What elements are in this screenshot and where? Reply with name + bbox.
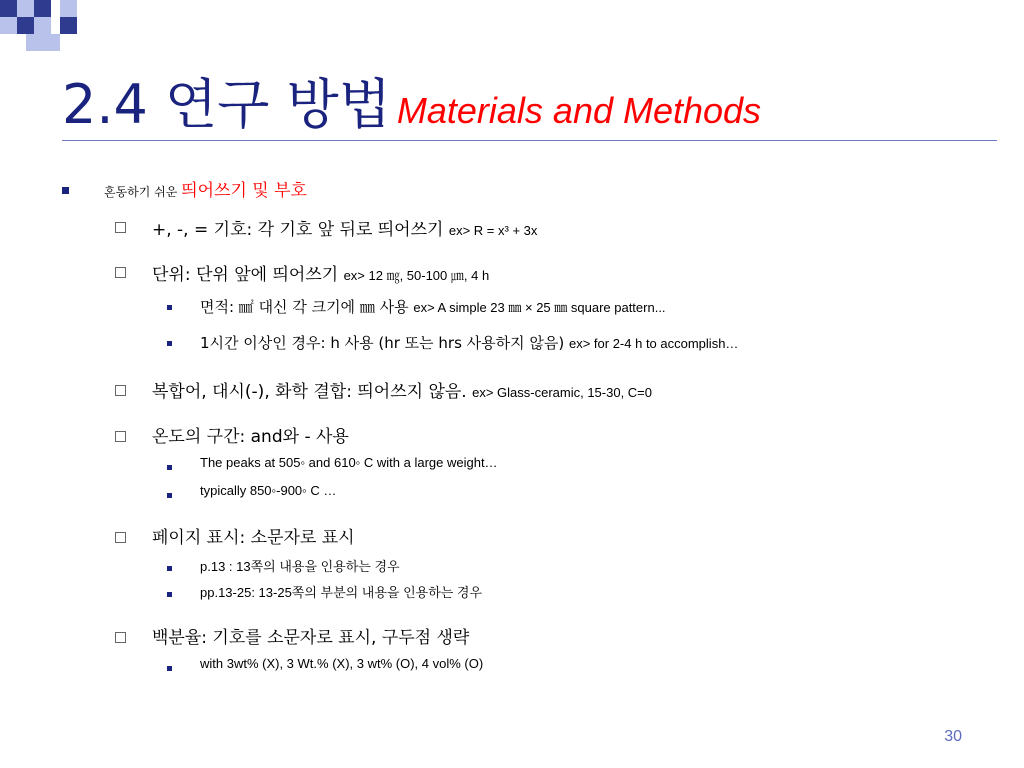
bullet-small bbox=[167, 566, 172, 571]
page-number: 30 bbox=[944, 728, 962, 745]
bullet-hollow bbox=[115, 222, 126, 233]
bullet-square bbox=[62, 187, 69, 194]
bullet-small bbox=[167, 493, 172, 498]
decorative-square bbox=[0, 17, 17, 34]
decorative-square bbox=[26, 34, 43, 51]
decorative-square bbox=[43, 34, 60, 51]
bullet-hollow bbox=[115, 532, 126, 543]
sub-bullet-item: 백분율: 기호를 소문자로 표시, 구두점 생략 bbox=[152, 628, 470, 648]
decorative-square bbox=[60, 17, 77, 34]
sub-bullet-item: 페이지 표시: 소문자로 표시 bbox=[152, 528, 355, 548]
sub-sub-bullet-item: 면적: ㎟ 대신 각 크기에 ㎜ 사용 ex> A simple 23 ㎜ × 25 ㎜ square pattern... bbox=[200, 298, 666, 316]
title-sub: Materials and Methods bbox=[396, 90, 762, 131]
sub-bullet-item: 단위: 단위 앞에 띄어쓰기 ex> 12 ㎎, 50-100 ㎛, 4 h bbox=[152, 265, 490, 285]
sub-sub-bullet-item: p.13 : 13쪽의 내용을 인용하는 경우 bbox=[200, 559, 400, 574]
bullet-hollow bbox=[115, 632, 126, 643]
title-main: 2.4 연구 방법 bbox=[62, 73, 391, 136]
bullet-small bbox=[167, 666, 172, 671]
sub-sub-bullet-item: pp.13-25: 13-25쪽의 부분의 내용을 인용하는 경우 bbox=[200, 585, 483, 600]
decorative-square bbox=[17, 0, 34, 17]
sub-sub-bullet-item: with 3wt% (X), 3 Wt.% (X), 3 wt% (O), 4 vol% (O) bbox=[200, 656, 484, 671]
decorative-square bbox=[34, 0, 51, 17]
sub-sub-bullet-item: typically 850◦-900◦ C … bbox=[200, 483, 337, 498]
bullet-hollow bbox=[115, 431, 126, 442]
title-divider bbox=[62, 140, 997, 141]
slide-title bbox=[62, 62, 761, 139]
bullet-small bbox=[167, 592, 172, 597]
bullet-small bbox=[167, 341, 172, 346]
sub-sub-bullet-item: The peaks at 505◦ and 610◦ C with a large weight… bbox=[200, 455, 498, 470]
sub-sub-bullet-item: 1시간 이상인 경우: h 사용 (hr 또는 hrs 사용하지 않음) ex> for 2-4 h to accomplish… bbox=[200, 334, 739, 352]
bullet-hollow bbox=[115, 385, 126, 396]
decorative-square bbox=[34, 17, 51, 34]
decorative-square bbox=[60, 0, 77, 17]
decorative-square bbox=[0, 0, 17, 17]
sub-bullet-item: +, -, = 기호: 각 기호 앞 뒤로 띄어쓰기 ex> R = x³ + 3x bbox=[152, 220, 538, 240]
bullet-small bbox=[167, 305, 172, 310]
bullet-small bbox=[167, 465, 172, 470]
bullet-item: 혼동하기 쉬운 띄어쓰기 및 부호 bbox=[104, 181, 307, 201]
sub-bullet-item: 온도의 구간: and와 - 사용 bbox=[152, 427, 349, 447]
sub-bullet-item: 복합어, 대시(-), 화학 결합: 띄어쓰지 않음. ex> Glass-ceramic, 15-30, C=0 bbox=[152, 382, 652, 402]
bullet-hollow bbox=[115, 267, 126, 278]
decorative-square bbox=[17, 17, 34, 34]
